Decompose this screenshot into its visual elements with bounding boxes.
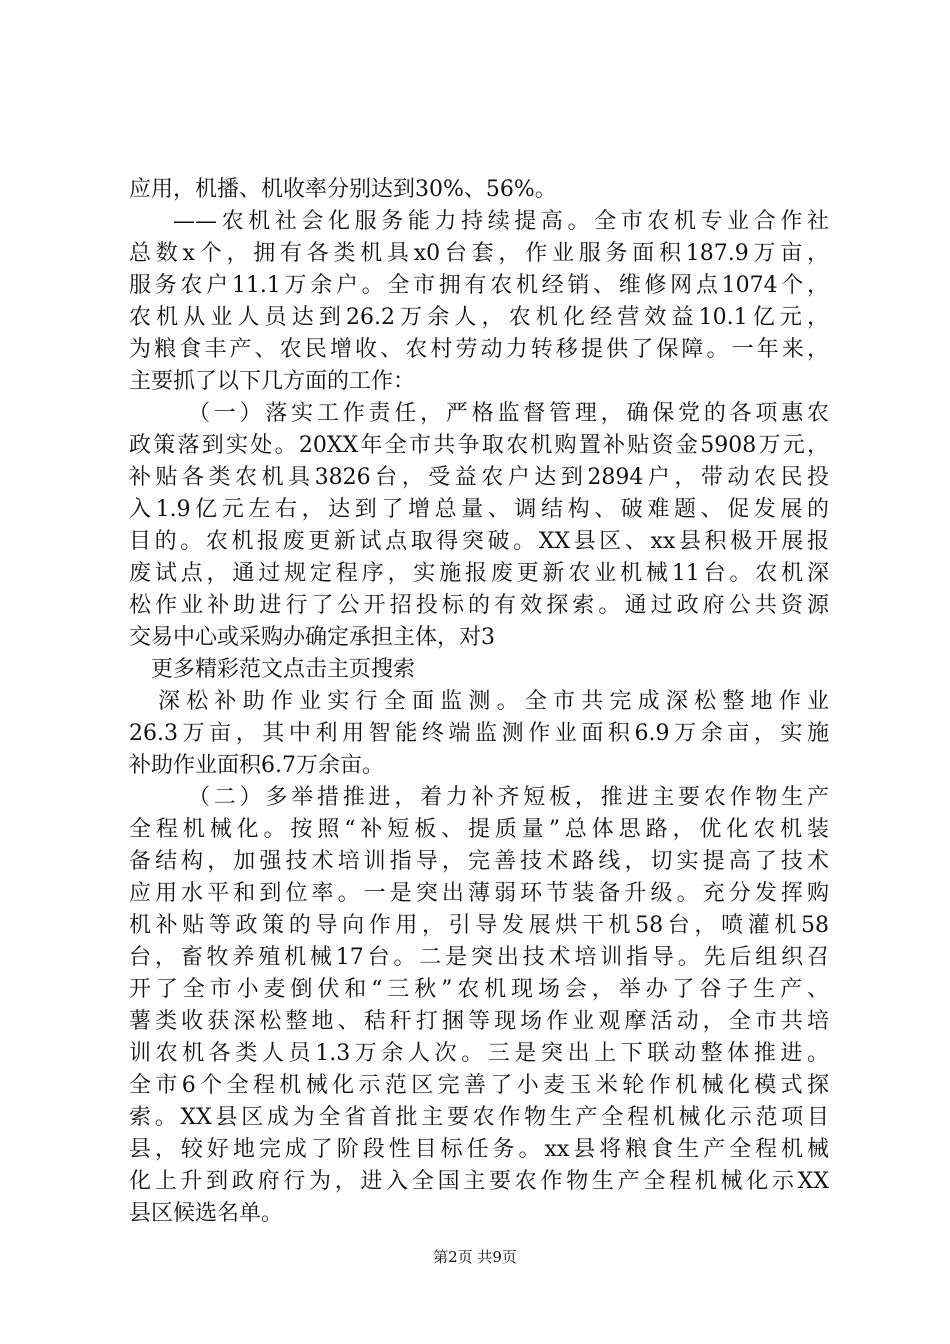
text-line: 索。XX县区成为全省首批主要农作物生产全程机械化示范项目 xyxy=(129,1105,829,1130)
text-line: （二）多举措推进，着力补齐短板，推进主要农作物生产 xyxy=(188,785,829,810)
text-line: 全程机械化。按照“补短板、提质量”总体思路，优化农机装 xyxy=(129,817,829,842)
text-line: 26.3万亩，其中利用智能终端监测作业面积6.9万余亩，实施 xyxy=(129,721,829,746)
text-line: 化上升到政府行为，进入全国主要农作物生产全程机械化示XX xyxy=(129,1169,829,1194)
text-line: （一）落实工作责任，严格监督管理，确保党的各项惠农 xyxy=(188,401,829,426)
text-line: 薯类收获深松整地、秸秆打捆等现场作业观摩活动，全市共培 xyxy=(129,1009,829,1034)
text-line: 松作业补助进行了公开招投标的有效探索。通过政府公共资源 xyxy=(129,593,829,618)
text-line: 应用水平和到位率。一是突出薄弱环节装备升级。充分发挥购 xyxy=(129,881,829,906)
text-line: 训农机各类人员1.3万余人次。三是突出上下联动整体推进。 xyxy=(129,1041,829,1066)
text-line: 深松补助作业实行全面监测。全市共完成深松整地作业 xyxy=(158,689,829,714)
text-line: 入1.9亿元左右，达到了增总量、调结构、破难题、促发展的 xyxy=(129,497,829,522)
text-line: 台，畜牧养殖机械17台。二是突出技术培训指导。先后组织召 xyxy=(129,945,829,970)
text-line: 总数x个，拥有各类机具x0台套，作业服务面积187.9万亩， xyxy=(129,241,829,266)
document-body xyxy=(129,174,829,1230)
text-line: 应用，机播、机收率分别达到30%、56%。 xyxy=(129,177,557,202)
text-line: 主要抓了以下几方面的工作： xyxy=(129,369,416,394)
text-line: 废试点，通过规定程序，实施报废更新农业机械11台。农机深 xyxy=(129,561,829,586)
text-line: 开了全市小麦倒伏和“三秋”农机现场会，举办了谷子生产、 xyxy=(129,977,829,1002)
text-line: 县区候选名单。 xyxy=(129,1201,284,1226)
text-line: 全市6个全程机械化示范区完善了小麦玉米轮作机械化模式探 xyxy=(129,1073,829,1098)
text-line: 服务农户11.1万余户。全市拥有农机经销、维修网点1074个， xyxy=(129,273,829,298)
text-line: 补贴各类农机具3826台，受益农户达到2894户，带动农民投 xyxy=(129,465,829,490)
text-line: 为粮食丰产、农民增收、农村劳动力转移提供了保障。一年来， xyxy=(129,337,829,362)
text-line: 政策落到实处。20XX年全市共争取农机购置补贴资金5908万元， xyxy=(129,433,829,458)
page-footer: 第2页 共9页 xyxy=(433,1248,517,1266)
text-line: 农机从业人员达到26.2万余人，农机化经营效益10.1亿元， xyxy=(129,305,829,330)
promo-line: 更多精彩范文点击主页搜索 xyxy=(151,657,416,682)
text-line: 备结构，加强技术培训指导，完善技术路线，切实提高了技术 xyxy=(129,849,829,874)
text-line: 交易中心或采购办确定承担主体，对3 xyxy=(129,625,495,650)
text-line: 目的。农机报废更新试点取得突破。XX县区、xx县积极开展报 xyxy=(129,529,829,554)
text-line: 机补贴等政策的导向作用，引导发展烘干机58台，喷灌机58 xyxy=(129,913,829,938)
text-line: 县，较好地完成了阶段性目标任务。xx县将粮食生产全程机械 xyxy=(129,1137,829,1162)
text-line: 补助作业面积6.7万余亩。 xyxy=(129,753,384,778)
text-line: ——农机社会化服务能力持续提高。全市农机专业合作社 xyxy=(173,209,829,234)
